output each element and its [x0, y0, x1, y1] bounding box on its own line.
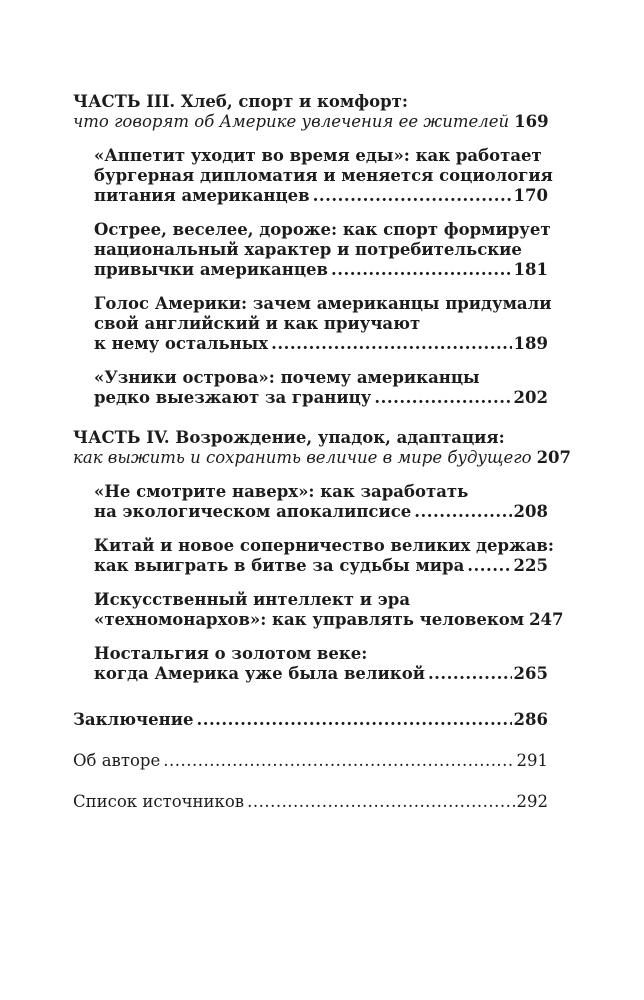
entry-text: к нему остальных: [94, 334, 269, 353]
dot-leader: [331, 260, 512, 280]
page-number: 181: [513, 260, 548, 279]
page-number: 247: [529, 610, 564, 629]
dot-leader: [247, 792, 514, 812]
toc-entry[interactable]: [94, 146, 553, 206]
dot-leader: [467, 556, 511, 576]
entry-line: [94, 166, 553, 186]
part-title-text: ЧАСТЬ III. Хлеб, спорт и комфорт:: [73, 92, 408, 111]
toc-entry-about-author[interactable]: [73, 751, 548, 771]
part-4-title[interactable]: [73, 428, 548, 448]
dot-leader: [374, 388, 511, 408]
page-number: 189: [513, 334, 548, 353]
entry-text: Искусственный интеллект и эра: [94, 590, 411, 609]
entry-text: привычки американцев: [94, 260, 328, 279]
entry-line: [94, 482, 548, 502]
entry-line: [94, 220, 551, 240]
entry-line: [94, 186, 548, 206]
page-number: 286: [513, 710, 548, 729]
dot-leader: [313, 186, 512, 206]
entry-text: Ностальгия о золотом веке:: [94, 644, 368, 663]
entry-line: [94, 644, 548, 664]
toc-entry-sources[interactable]: [73, 792, 548, 812]
entry-text: на экологическом апокалипсисе: [94, 502, 412, 521]
entry-line: [94, 590, 548, 610]
entry-text: Заключение: [73, 710, 194, 729]
entry-text: Острее, веселее, дороже: как спорт формирует: [94, 220, 551, 239]
entry-line: [94, 388, 548, 408]
entry-text: «Не смотрите наверх»: как заработать: [94, 482, 469, 501]
entry-line: [94, 294, 552, 314]
table-of-contents: [73, 92, 572, 812]
entry-line: [94, 368, 548, 388]
entry-text: «техномонархов»: как управлять человеком: [94, 610, 525, 629]
part-subtitle-text: что говорят об Америке увлечения ее жителей: [73, 112, 510, 131]
entry-line: [94, 260, 548, 280]
entry-line: [94, 610, 564, 630]
dot-leader: [163, 751, 514, 771]
page-number: 265: [513, 664, 548, 683]
page-number: 207: [536, 448, 572, 467]
page-number: 202: [513, 388, 548, 407]
page-number: 170: [513, 186, 548, 205]
part-4: [73, 428, 572, 684]
part-subtitle-text: как выжить и сохранить величие в мире будущего: [73, 448, 532, 467]
entry-text: редко выезжают за границу: [94, 388, 372, 407]
toc-entry[interactable]: [94, 368, 548, 408]
part-3-title[interactable]: [73, 92, 548, 112]
entry-line: [94, 314, 548, 334]
entry-line: [94, 146, 548, 166]
entry-line: [94, 502, 548, 522]
page-number: 208: [513, 502, 548, 521]
entry-text: Список источников: [73, 792, 245, 811]
entry-line: [94, 536, 554, 556]
entry-text: Об авторе: [73, 751, 161, 770]
entry-text: свой английский и как приучают: [94, 314, 421, 333]
entry-text: бургерная дипломатия и меняется социология: [94, 166, 553, 185]
entry-line: [94, 240, 548, 260]
toc-entry[interactable]: [94, 220, 551, 280]
part-4-subtitle[interactable]: [73, 448, 572, 468]
entry-text: «Аппетит уходит во время еды»: как работает: [94, 146, 542, 165]
entry-text: «Узники острова»: почему американцы: [94, 368, 480, 387]
toc-entry-conclusion[interactable]: [73, 710, 548, 730]
dot-leader: [196, 710, 511, 730]
toc-entry[interactable]: [94, 590, 564, 630]
toc-entry[interactable]: [94, 482, 548, 522]
dot-leader: [271, 334, 511, 354]
toc-entry[interactable]: [94, 294, 552, 354]
entry-text: как выиграть в битве за судьбы мира: [94, 556, 465, 575]
page-number: 225: [513, 556, 548, 575]
entry-line: [94, 664, 548, 684]
entry-text: когда Америка уже была великой: [94, 664, 425, 683]
dot-leader: [414, 502, 511, 522]
page-number: 169: [514, 112, 549, 131]
entry-text: национальный характер и потребительские: [94, 240, 522, 259]
part-3: [73, 92, 553, 408]
entry-text: Голос Америки: зачем американцы придумали: [94, 294, 552, 313]
toc-entry[interactable]: [94, 536, 554, 576]
entry-text: Китай и новое соперничество великих держав:: [94, 536, 554, 555]
page-number: 292: [516, 792, 548, 811]
toc-entry[interactable]: [94, 644, 548, 684]
dot-leader: [428, 664, 512, 684]
entry-line: [94, 556, 548, 576]
part-title-text: ЧАСТЬ IV. Возрождение, упадок, адаптация:: [73, 428, 505, 447]
entry-text: питания американцев: [94, 186, 310, 205]
page-number: 291: [516, 751, 548, 770]
part-3-subtitle[interactable]: [73, 112, 548, 132]
entry-line: [94, 334, 548, 354]
